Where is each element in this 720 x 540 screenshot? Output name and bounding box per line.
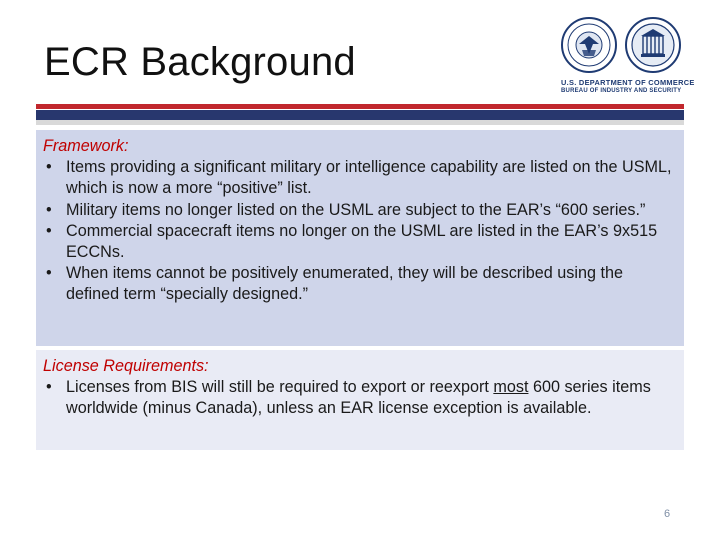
department-name: U.S. DEPARTMENT OF COMMERCE xyxy=(561,78,695,87)
list-item xyxy=(43,377,676,419)
framework-panel xyxy=(36,130,684,346)
list-item: • When items cannot be positively enumerated, they will be described using the defined term “specially designed.” xyxy=(43,263,676,305)
license-text-emphasis: most xyxy=(493,378,529,397)
license-list xyxy=(43,377,676,419)
license-text-after: 600 series items worldwide (minus Canada), unless an EAR license exception is available. xyxy=(66,378,651,418)
framework-heading: Framework: xyxy=(43,137,129,155)
divider-blue xyxy=(36,110,684,120)
bureau-seal-icon xyxy=(624,14,682,76)
license-text-before: Licenses from BIS will still be required to export or reexport xyxy=(66,378,494,397)
bureau-name: BUREAU OF INDUSTRY AND SECURITY xyxy=(561,88,682,94)
divider-red xyxy=(36,104,684,109)
department-of-commerce-seal-icon xyxy=(560,14,618,76)
divider-gray xyxy=(36,120,684,125)
list-item: • Items providing a significant military or intelligence capability are listed on the USML, which is now a more “positive” list. xyxy=(43,157,676,199)
list-item: • Commercial spacecraft items no longer on the USML are listed in the EAR’s 9x515 ECCNs. xyxy=(43,221,676,263)
framework-list xyxy=(43,157,676,305)
license-heading: License Requirements: xyxy=(43,357,209,375)
slide-title: ECR Background xyxy=(44,40,356,84)
list-item: • Military items no longer listed on the USML are subject to the EAR’s “600 series.” xyxy=(43,200,676,221)
license-panel xyxy=(36,350,684,450)
page-number: 6 xyxy=(664,508,671,520)
